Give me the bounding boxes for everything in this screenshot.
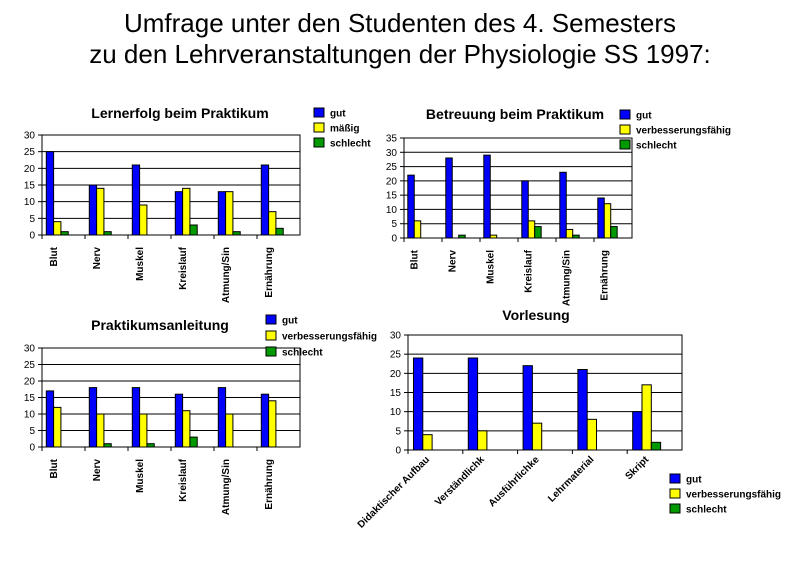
legend-label: gut — [282, 315, 298, 327]
bar-schlecht — [535, 227, 541, 238]
y-tick-label: 25 — [23, 360, 35, 371]
legend-swatch — [620, 140, 630, 149]
bar-gut — [408, 175, 414, 238]
bar-schlecht — [104, 232, 111, 235]
chart-praktikumsanleitung — [0, 310, 400, 530]
y-tick-label: 25 — [385, 162, 397, 174]
x-category-label: Nerv — [92, 247, 104, 270]
bar-gut — [175, 192, 182, 235]
bar-schlecht — [233, 232, 240, 235]
y-tick-label: 10 — [385, 204, 397, 216]
x-category-label: Blut — [49, 247, 61, 267]
bar-mig — [269, 212, 276, 235]
bar-schlecht — [651, 442, 660, 450]
y-tick-label: 30 — [23, 130, 35, 142]
bar-verbesserungsfhig — [414, 221, 420, 238]
bar-verbesserungsfhig — [587, 419, 596, 450]
bar-gut — [413, 358, 422, 450]
legend-swatch — [670, 504, 680, 513]
y-tick-label: 10 — [23, 197, 35, 209]
bar-gut — [218, 192, 225, 235]
bar-gut — [132, 388, 139, 447]
x-category-label: Kreislauf — [523, 250, 535, 293]
x-category-label: Muskel — [485, 250, 497, 284]
y-tick-label: 15 — [389, 388, 401, 399]
legend-label: gut — [686, 474, 702, 486]
bar-gut — [523, 366, 532, 450]
bar-verbesserungsfhig — [226, 414, 233, 447]
bar-mig — [183, 188, 190, 235]
bar-schlecht — [611, 227, 617, 238]
bar-verbesserungsfhig — [54, 407, 61, 447]
bar-verbesserungsfhig — [566, 229, 572, 238]
legend-swatch — [314, 108, 324, 117]
legend-label: verbesserungsfähig — [282, 331, 378, 343]
legend-label: schlecht — [636, 140, 677, 152]
x-category-label: Atmung/Sin — [561, 250, 573, 307]
y-tick-label: 5 — [391, 219, 397, 231]
y-tick-label: 20 — [385, 176, 397, 188]
y-tick-label: 0 — [29, 442, 35, 454]
legend-swatch — [266, 331, 276, 340]
legend-label: gut — [636, 110, 652, 122]
chart-lernerfolg — [0, 100, 400, 304]
x-category-label: Kreislauf — [178, 247, 190, 290]
legend-swatch — [670, 474, 680, 483]
bar-mig — [54, 222, 61, 235]
legend-label: schlecht — [330, 138, 371, 150]
bar-gut — [46, 152, 53, 235]
bar-gut — [560, 172, 566, 238]
bar-schlecht — [61, 232, 68, 235]
x-category-label: Ernährung — [264, 459, 276, 510]
y-tick-label: 0 — [391, 233, 397, 245]
y-tick-label: 20 — [23, 376, 35, 388]
x-category-label: Skript — [623, 454, 652, 483]
y-tick-label: 30 — [23, 343, 35, 355]
chart-vorlesung — [355, 300, 800, 531]
bar-gut — [89, 388, 96, 447]
legend-label: verbesserungsfähig — [686, 489, 782, 501]
bar-verbesserungsfhig — [532, 423, 541, 450]
bar-verbesserungsfhig — [604, 204, 610, 238]
bar-verbesserungsfhig — [490, 235, 496, 238]
bar-gut — [46, 391, 53, 447]
y-tick-label: 15 — [385, 190, 397, 202]
bar-mig — [97, 188, 104, 235]
legend-label: schlecht — [686, 504, 727, 516]
page-heading — [0, 8, 800, 70]
bar-gut — [484, 155, 490, 238]
bar-gut — [89, 185, 96, 235]
bar-gut — [598, 198, 604, 238]
legend-label: verbesserungsfähig — [636, 125, 732, 137]
bar-gut — [261, 394, 268, 447]
x-category-label: Ausführlichke — [486, 454, 542, 510]
x-category-label: Kreislauf — [178, 459, 190, 502]
x-category-label: Atmung/Sin — [221, 246, 233, 304]
y-tick-label: 35 — [385, 133, 397, 145]
bar-verbesserungsfhig — [183, 411, 190, 447]
bar-verbesserungsfhig — [97, 414, 104, 447]
legend-label: mäßig — [330, 123, 360, 135]
x-category-label: Blut — [49, 459, 61, 479]
bar-schlecht — [147, 444, 154, 447]
bar-gut — [578, 370, 587, 451]
bar-verbesserungsfhig — [269, 401, 276, 447]
bar-gut — [633, 412, 642, 450]
y-tick-label: 25 — [23, 147, 35, 159]
bar-schlecht — [459, 235, 465, 238]
bar-schlecht — [190, 437, 197, 447]
x-category-label: Muskel — [135, 247, 147, 281]
bar-gut — [468, 358, 477, 450]
y-tick-label: 0 — [29, 230, 35, 242]
bar-mig — [226, 192, 233, 235]
y-tick-label: 5 — [395, 426, 401, 438]
y-tick-label: 30 — [389, 330, 401, 342]
y-tick-label: 20 — [389, 368, 401, 380]
y-tick-label: 5 — [29, 426, 35, 437]
y-tick-label: 15 — [23, 393, 35, 404]
bar-verbesserungsfhig — [140, 414, 147, 447]
legend-swatch — [314, 123, 324, 132]
legend-swatch — [266, 347, 276, 356]
y-tick-label: 10 — [389, 407, 401, 419]
bar-verbesserungsfhig — [528, 221, 534, 238]
y-tick-label: 20 — [23, 163, 35, 175]
y-tick-label: 0 — [395, 445, 401, 457]
chart-betreuung — [370, 100, 800, 310]
legend-label: schlecht — [282, 347, 323, 359]
y-tick-label: 15 — [23, 180, 35, 192]
chart-title: Praktikumsanleitung — [91, 317, 229, 333]
bar-gut — [522, 181, 528, 238]
chart-title: Betreuung beim Praktikum — [425, 106, 605, 122]
bar-gut — [132, 165, 139, 235]
chart-title: Lernerfolg beim Praktikum — [91, 105, 269, 121]
bar-verbesserungsfhig — [642, 385, 651, 450]
y-tick-label: 30 — [385, 147, 397, 159]
bar-schlecht — [573, 235, 579, 238]
bar-gut — [261, 165, 268, 235]
legend-swatch — [314, 138, 324, 147]
bar-gut — [446, 158, 452, 238]
legend-swatch — [620, 110, 630, 119]
legend-swatch — [670, 489, 680, 498]
bar-gut — [175, 394, 182, 447]
x-category-label: Verständlichk — [433, 454, 487, 509]
chart-title: Vorlesung — [502, 307, 570, 323]
bar-verbesserungsfhig — [423, 435, 432, 450]
bar-mig — [140, 205, 147, 235]
x-category-label: Ernährung — [599, 249, 611, 301]
x-category-label: Ernährung — [264, 247, 276, 298]
y-tick-label: 5 — [29, 213, 35, 225]
x-category-label: Nerv — [447, 250, 459, 273]
bar-schlecht — [276, 228, 283, 235]
x-category-label: Nerv — [92, 459, 104, 482]
y-tick-label: 25 — [389, 349, 401, 361]
heading-line-1: Umfrage unter den Studenten des 4. Semesters — [123, 8, 677, 38]
bar-verbesserungsfhig — [478, 431, 487, 450]
x-category-label: Lehrmaterial — [546, 454, 597, 505]
bar-schlecht — [104, 444, 111, 447]
bar-gut — [218, 388, 225, 447]
legend-swatch — [266, 315, 276, 324]
x-category-label: Atmung/Sin — [221, 459, 233, 516]
y-tick-label: 10 — [23, 409, 35, 421]
legend-swatch — [620, 125, 630, 134]
x-category-label: Blut — [409, 250, 421, 270]
heading-line-2: zu den Lehrveranstaltungen der Physiologie SS 1997: — [89, 39, 711, 69]
x-category-label: Didaktischer Aufbau — [355, 454, 433, 531]
x-category-label: Muskel — [135, 459, 147, 493]
bar-schlecht — [190, 225, 197, 235]
legend-label: gut — [330, 108, 346, 120]
